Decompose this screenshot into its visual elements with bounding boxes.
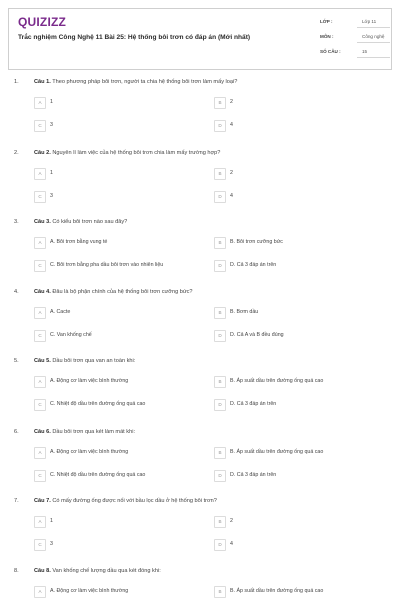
question-block [0,429,400,489]
option-letter-box[interactable]: D [214,399,226,411]
meta-key: LỚP : [320,19,333,24]
option-text: A. Cacte [50,309,71,315]
option-text: 1 [50,518,53,524]
answer-option-a[interactable] [34,447,199,459]
question-label: Câu 5. [34,358,51,364]
option-text: C. Nhiệt độ dầu trên đường ống quá cao [50,472,146,478]
option-letter-box[interactable]: B [214,516,226,528]
question-label: Câu 6. [34,429,51,435]
option-text: C. Nhiệt độ dầu trên đường ống quá cao [50,401,146,407]
question-number: 1. [14,79,19,85]
question-label: Câu 4. [34,289,51,295]
question-text [34,429,384,435]
option-letter-box[interactable]: D [214,260,226,272]
question-text [34,498,384,504]
option-letter-box[interactable]: B [214,97,226,109]
meta-value: Lớp 11 [357,17,390,28]
answer-option-c[interactable] [34,330,199,342]
question-body: Có kiểu bôi trơn nào sau đây? [52,219,128,225]
meta-value: 15 [357,47,390,58]
option-letter-box[interactable]: D [214,330,226,342]
option-letter-box[interactable]: A [34,376,46,388]
question-number: 2. [14,150,19,156]
option-text: 1 [50,170,53,176]
option-letter-box[interactable]: A [34,168,46,180]
question-number: 6. [14,429,19,435]
option-text: C. Van khống chế [50,332,92,338]
answer-option-d[interactable] [214,260,379,272]
question-body: Nguyên lí làm việc của hệ thống bôi trơn chia làm mấy trường hợp? [52,150,221,156]
option-text: B. Áp suất dầu trên đường ống quá cao [230,588,324,594]
answer-option-c[interactable] [34,120,199,132]
question-block [0,219,400,279]
question-block [0,568,400,600]
question-body: Đâu là bộ phận chính của hệ thống bôi trơn cưỡng bức? [52,289,193,295]
meta-row-class [320,17,392,32]
answer-option-d[interactable] [214,539,379,551]
question-text [34,150,384,156]
option-text: D. Cả 3 đáp án trên [230,262,277,268]
answer-option-b[interactable] [214,237,379,249]
answer-option-b[interactable] [214,307,379,319]
option-letter-box[interactable]: B [214,376,226,388]
answer-option-b[interactable] [214,586,379,598]
answer-option-d[interactable] [214,191,379,203]
question-block [0,358,400,418]
answer-option-b[interactable] [214,168,379,180]
answer-option-a[interactable] [34,516,199,528]
answer-option-a[interactable] [34,586,199,598]
answer-option-b[interactable] [214,97,379,109]
question-text [34,289,384,295]
option-text: 2 [230,170,233,176]
question-block [0,289,400,349]
question-body: Van khống chế lượng dầu qua két đóng khi: [52,568,161,574]
question-number: 8. [14,568,19,574]
question-block [0,150,400,210]
option-letter-box[interactable]: A [34,516,46,528]
option-letter-box[interactable]: C [34,399,46,411]
answer-option-b[interactable] [214,516,379,528]
answer-option-b[interactable] [214,376,379,388]
question-number: 5. [14,358,19,364]
question-body: Dầu bôi trơn qua két làm mát khi: [52,429,135,435]
option-letter-box[interactable]: A [34,97,46,109]
option-letter-box[interactable]: C [34,191,46,203]
option-text: C. Bôi trơn bằng pha dầu bôi trơn vào nhiên liệu [50,262,164,268]
question-block [0,79,400,139]
option-letter-box[interactable]: C [34,120,46,132]
option-letter-box[interactable]: C [34,470,46,482]
option-text: D. Cả 3 đáp án trên [230,401,277,407]
option-text: 3 [50,122,53,128]
option-letter-box[interactable]: C [34,539,46,551]
meta-value: Công nghệ [357,32,390,43]
option-text: 3 [50,193,53,199]
question-number: 4. [14,289,19,295]
document-title: Trắc nghiệm Công Nghệ 11 Bài 25: Hệ thống bôi trơn có đáp án (Mới nhất) [18,34,251,41]
question-number: 7. [14,498,19,504]
option-text: 4 [230,122,233,128]
question-label: Câu 7. [34,498,51,504]
option-letter-box[interactable]: B [214,307,226,319]
option-text: 1 [50,99,53,105]
answer-option-c[interactable] [34,260,199,272]
option-letter-box[interactable]: D [214,120,226,132]
quizizz-logo: QUIZIZZ [18,15,67,29]
option-letter-box[interactable]: C [34,330,46,342]
document-header [8,8,392,70]
option-text: B. Áp suất dầu trên đường ống quá cao [230,449,324,455]
question-label: Câu 3. [34,219,51,225]
answer-option-b[interactable] [214,447,379,459]
answer-option-c[interactable] [34,399,199,411]
answer-option-c[interactable] [34,191,199,203]
option-letter-box[interactable]: C [34,260,46,272]
answer-option-d[interactable] [214,330,379,342]
question-body: Theo phương pháp bôi trơn, người ta chia hệ thống bôi trơn làm mấy loại? [52,79,238,85]
question-label: Câu 2. [34,150,51,156]
option-text: B. Bơm dầu [230,309,259,315]
option-letter-box[interactable]: A [34,447,46,459]
option-text: A. Động cơ làm việc bình thường [50,588,129,594]
option-text: A. Bôi trơn bằng vung té [50,239,108,245]
option-text: A. Động cơ làm việc bình thường [50,378,129,384]
option-letter-box[interactable]: B [214,447,226,459]
meta-row-subject [320,32,392,47]
option-letter-box[interactable]: B [214,168,226,180]
option-text: B. Bôi trơn cưỡng bức [230,239,283,245]
option-text: 4 [230,193,233,199]
answer-option-c[interactable] [34,470,199,482]
question-text [34,79,384,85]
meta-row-question-count [320,47,392,62]
meta-key: SỐ CÂU : [320,49,341,54]
option-text: 2 [230,99,233,105]
question-body: Có mấy đường ống được nối với bầu lọc dầu ở hệ thống bôi trơn? [52,498,217,504]
option-text: A. Động cơ làm việc bình thường [50,449,129,455]
meta-key: MÔN : [320,34,334,39]
option-text: 3 [50,541,53,547]
answer-option-c[interactable] [34,539,199,551]
option-letter-box[interactable]: D [214,191,226,203]
question-number: 3. [14,219,19,225]
option-letter-box[interactable]: B [214,237,226,249]
answer-option-d[interactable] [214,470,379,482]
question-text [34,568,384,574]
meta-panel [320,17,392,62]
option-text: B. Áp suất dầu trên đường ống quá cao [230,378,324,384]
answer-option-a[interactable] [34,168,199,180]
question-block [0,498,400,558]
option-letter-box[interactable]: A [34,586,46,598]
answer-option-d[interactable] [214,399,379,411]
option-text: D. Cả 3 đáp án trên [230,472,277,478]
option-text: 4 [230,541,233,547]
answer-option-a[interactable] [34,307,199,319]
option-letter-box[interactable]: A [34,307,46,319]
option-letter-box[interactable]: D [214,539,226,551]
question-label: Câu 1. [34,79,51,85]
question-body: Dầu bôi trơn qua van an toàn khi: [52,358,136,364]
question-text [34,219,384,225]
option-letter-box[interactable]: D [214,470,226,482]
option-letter-box[interactable]: A [34,237,46,249]
answer-option-a[interactable] [34,97,199,109]
answer-option-d[interactable] [214,120,379,132]
question-label: Câu 8. [34,568,51,574]
answer-option-a[interactable] [34,376,199,388]
option-letter-box[interactable]: B [214,586,226,598]
option-text: D. Cả A và B đều đúng [230,332,284,338]
question-text [34,358,384,364]
answer-option-a[interactable] [34,237,199,249]
option-text: 2 [230,518,233,524]
